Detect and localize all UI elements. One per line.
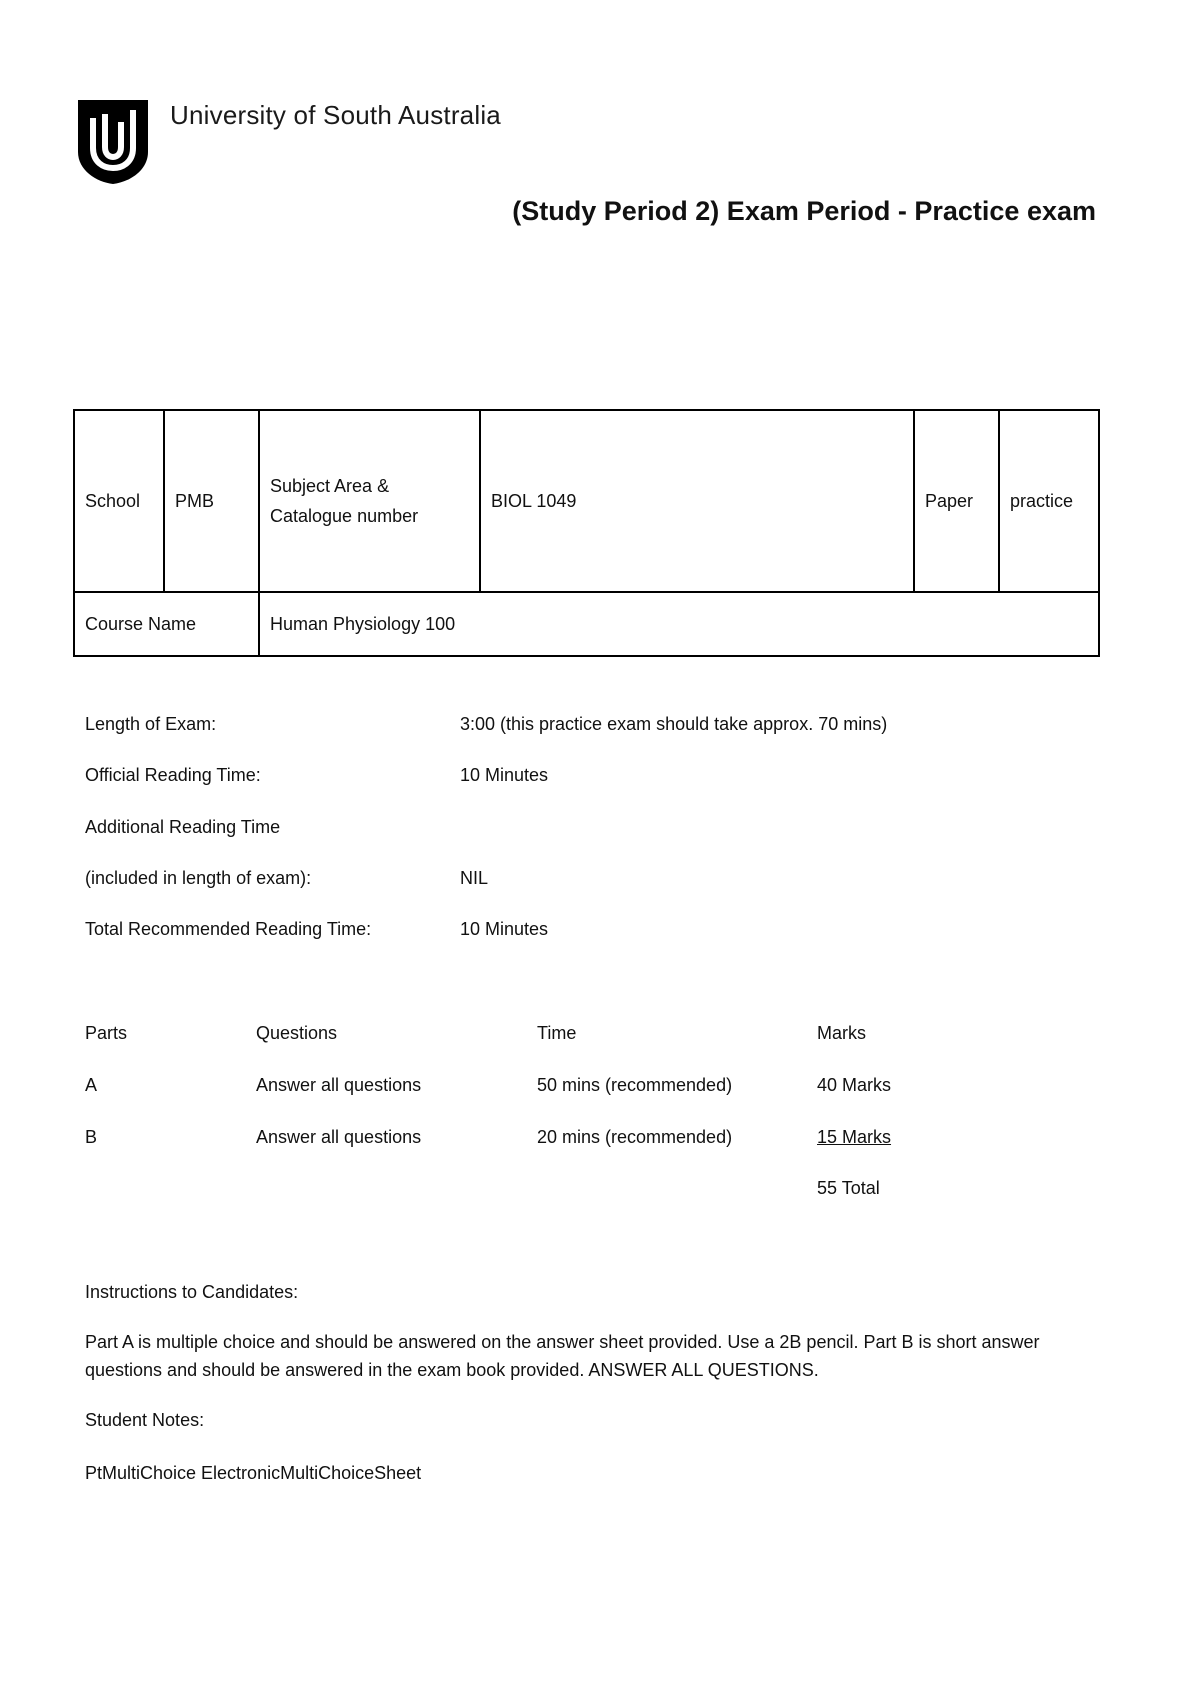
course-info-table	[73, 409, 1100, 657]
reading-time-label: Official Reading Time:	[85, 765, 261, 785]
total-reading-value: 10 Minutes	[460, 919, 549, 939]
exam-length-label: Length of Exam:	[85, 714, 217, 734]
part-b-label: B	[85, 1127, 98, 1147]
university-name: University of South Australia	[170, 100, 501, 130]
course-name-value: Human Physiology 100	[259, 592, 1099, 656]
additional-reading-label: Additional Reading Time	[85, 817, 281, 837]
part-a-label: A	[85, 1075, 98, 1095]
parts-header: Parts	[85, 1023, 128, 1043]
instructions-text: Part A is multiple choice and should be answered on the answer sheet provided. Use a 2B pencil. Part B is short answer questions and should be answered in the exam book provided. ANSWER ALL QUESTIONS.	[85, 1332, 1040, 1380]
school-value: PMB	[164, 410, 259, 592]
included-length-label: (included in length of exam):	[85, 868, 312, 888]
questions-header: Questions	[256, 1023, 338, 1043]
additional-reading-value: NIL	[460, 868, 489, 888]
school-label: School	[74, 410, 164, 592]
instructions-heading: Instructions to Candidates:	[85, 1282, 299, 1302]
paper-value: practice	[999, 410, 1099, 592]
part-b-marks: 15 Marks	[817, 1127, 892, 1147]
total-reading-label: Total Recommended Reading Time:	[85, 919, 372, 939]
student-notes-heading: Student Notes:	[85, 1410, 205, 1430]
reading-time-value: 10 Minutes	[460, 765, 549, 785]
part-a-questions: Answer all questions	[256, 1075, 422, 1095]
part-a-marks: 40 Marks	[817, 1075, 892, 1095]
marks-total: 55 Total	[817, 1178, 880, 1198]
student-notes-text: PtMultiChoice ElectronicMultiChoiceSheet	[85, 1463, 422, 1483]
part-b-questions: Answer all questions	[256, 1127, 422, 1147]
paper-label: Paper	[914, 410, 999, 592]
university-logo-icon	[78, 100, 148, 184]
part-a-time: 50 mins (recommended)	[537, 1075, 733, 1095]
exam-length-value: 3:00 (this practice exam should take approx. 70 mins)	[460, 714, 888, 734]
exam-title: (Study Period 2) Exam Period - Practice exam	[512, 196, 1096, 226]
time-header: Time	[537, 1023, 577, 1043]
marks-header: Marks	[817, 1023, 866, 1043]
course-name-label: Course Name	[74, 592, 259, 656]
part-b-time: 20 mins (recommended)	[537, 1127, 733, 1147]
subject-value: BIOL 1049	[480, 410, 914, 592]
subject-label: Subject Area & Catalogue number	[259, 410, 480, 592]
